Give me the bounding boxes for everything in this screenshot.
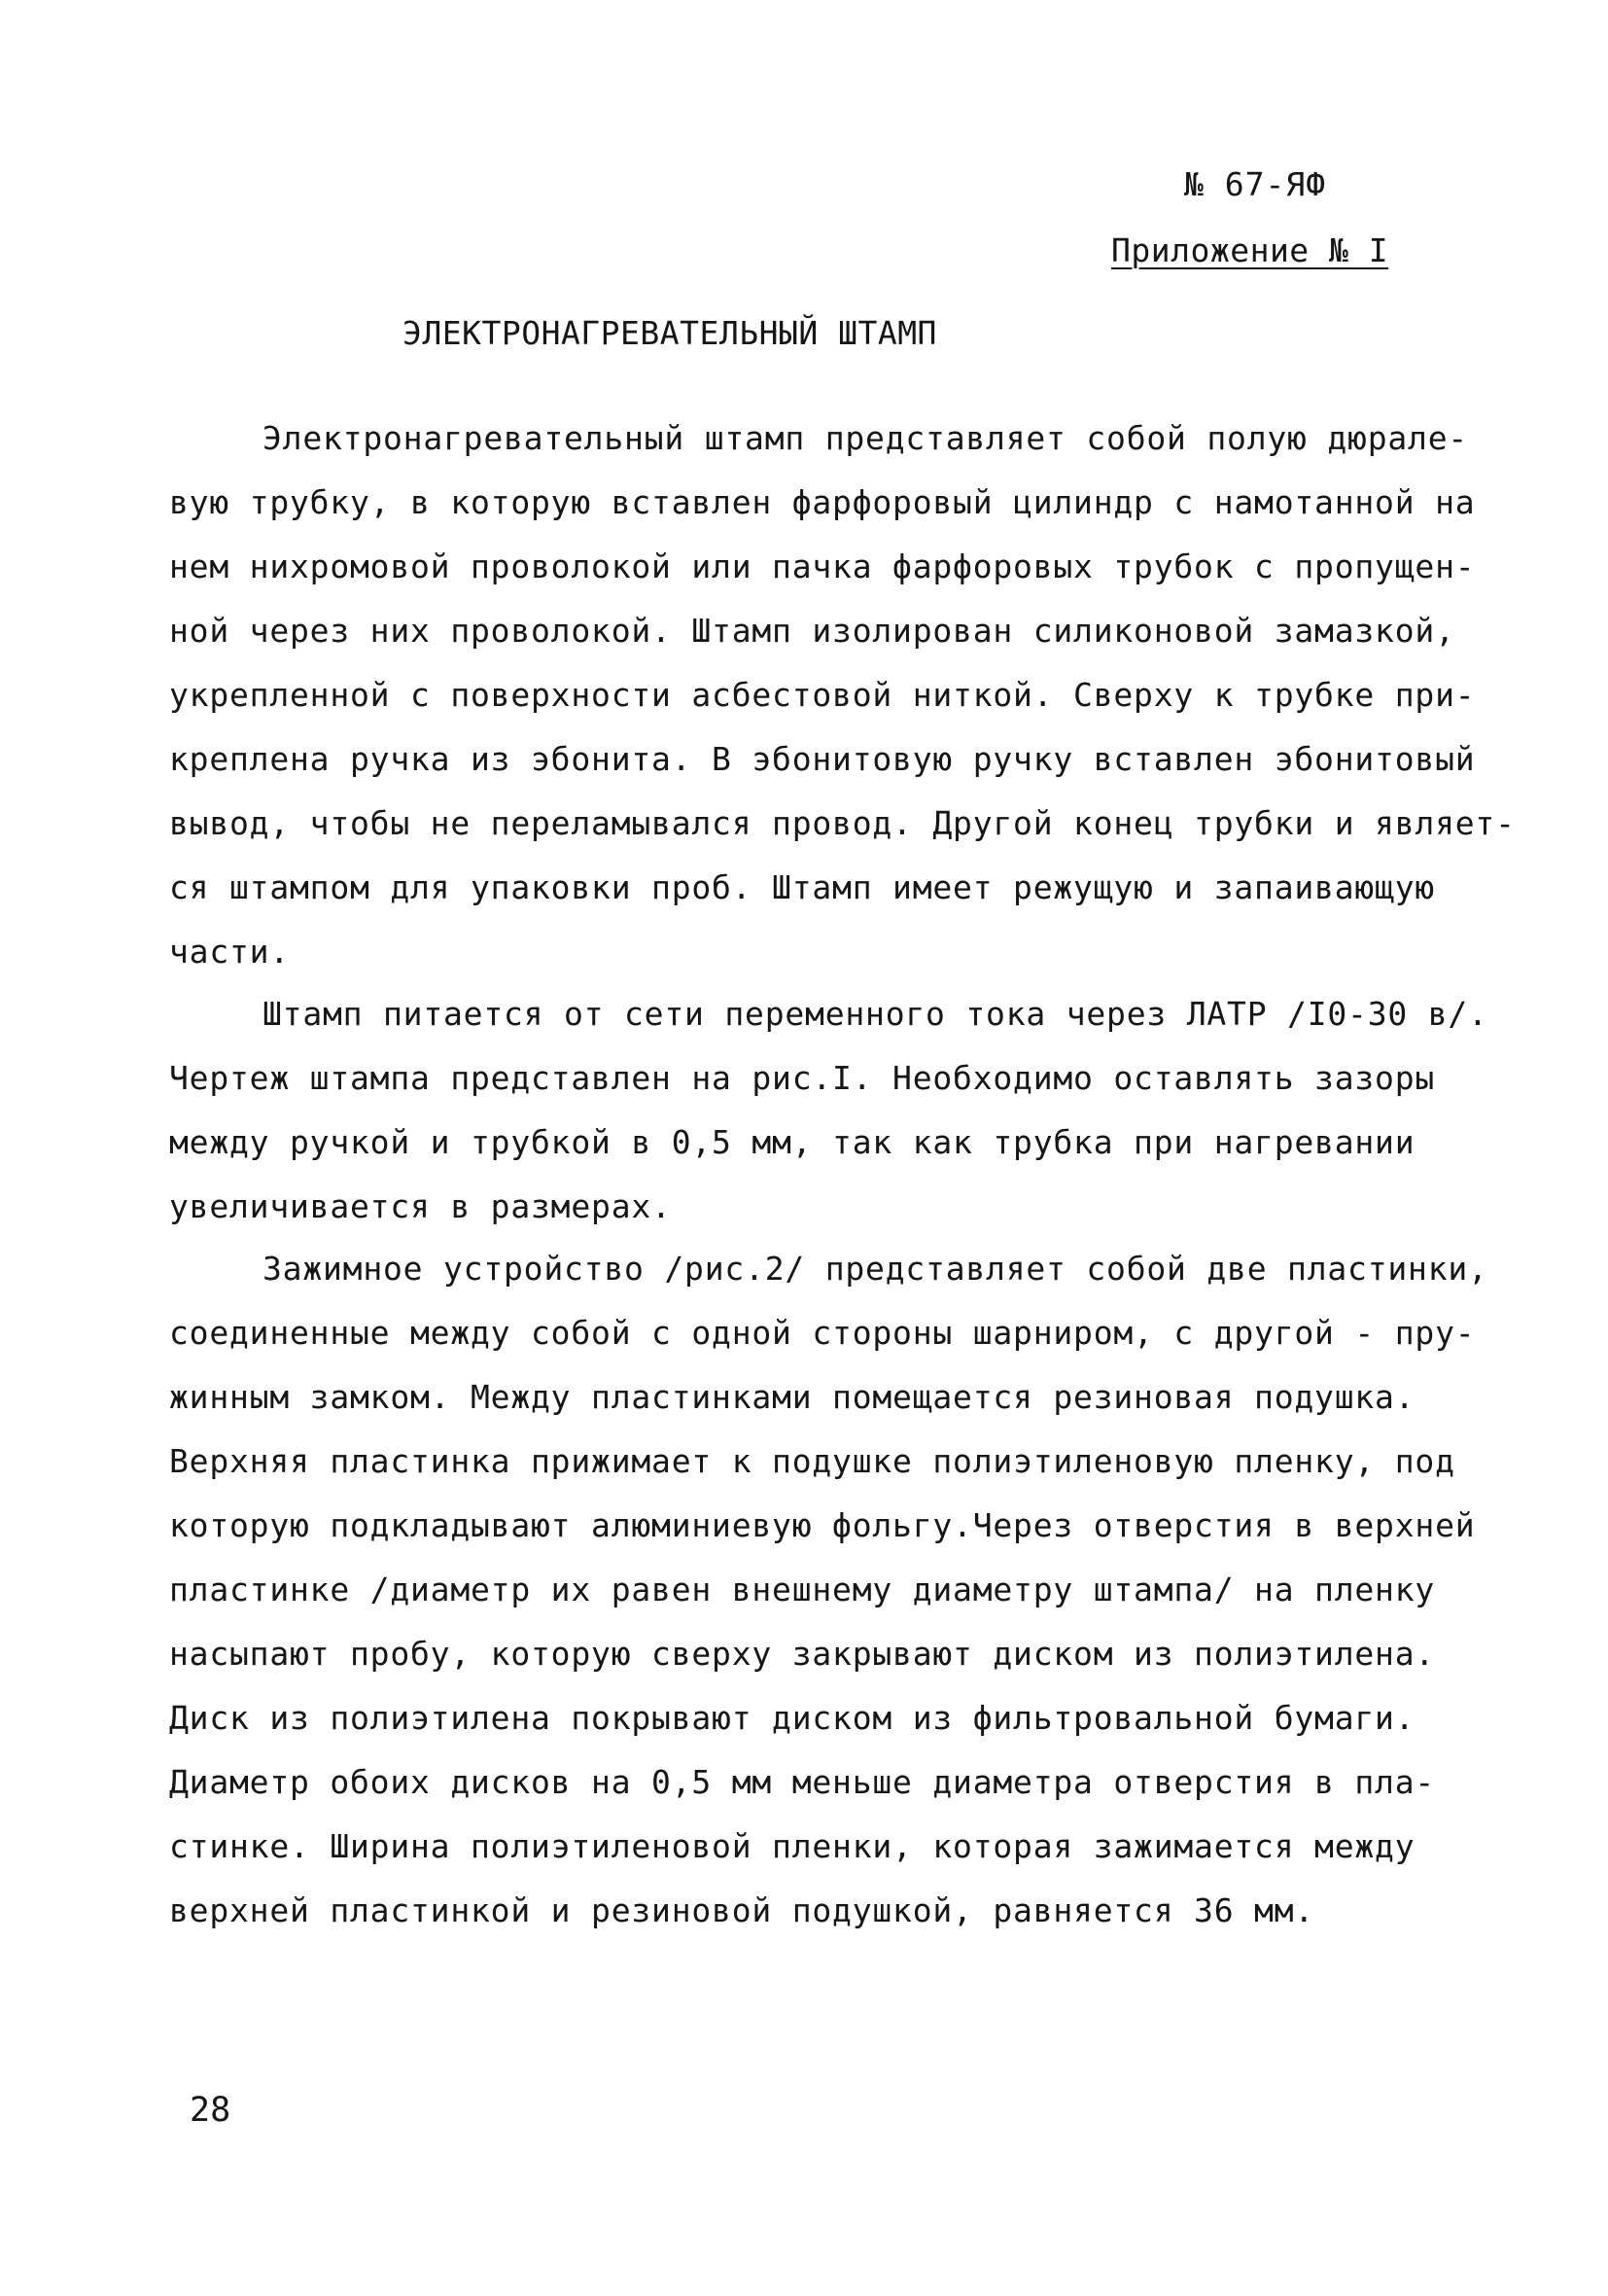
text-line: увеличивается в размерах. <box>169 1187 672 1225</box>
text-line: которую подкладывают алюминиевую фольгу.Через отверстия в верхней <box>169 1506 1476 1544</box>
text-line: Штамп питается от сети переменного тока через ЛАТР /I0-30 в/. <box>262 995 1488 1033</box>
text-line: части. <box>169 933 291 971</box>
text-line: верхней пластинкой и резиновой подушкой, равняется 36 мм. <box>169 1891 1315 1929</box>
text-line: между ручкой и трубкой в 0,5 мм, так как трубка при нагревании <box>169 1123 1416 1161</box>
text-line: соединенные между собой с одной стороны шарниром, с другой - пру- <box>169 1314 1476 1352</box>
document-number: № 67-ЯФ <box>1184 165 1327 203</box>
paragraph-1 <box>169 406 1516 984</box>
text-line: жинным замком. Между пластинками помещается резиновая подушка. <box>169 1378 1416 1416</box>
paragraph-2 <box>169 982 1488 1239</box>
text-line: укрепленной с поверхности асбестовой ниткой. Сверху к трубке при- <box>169 676 1476 714</box>
text-line: Верхняя пластинка прижимает к подушке полиэтиленовую пленку, под <box>169 1442 1455 1480</box>
text-line: насыпают пробу, которую сверху закрывают диском из полиэтилена. <box>169 1635 1436 1673</box>
text-line: Диаметр обоих дисков на 0,5 мм меньше диаметра отверстия в пла- <box>169 1763 1436 1801</box>
text-line: ся штампом для упаковки проб. Штамп имеет режущую и запаивающую <box>169 868 1436 906</box>
text-line: креплена ручка из эбонита. В эбонитовую ручку вставлен эбонитовый <box>169 740 1476 778</box>
text-line: Чертеж штампа представлен на рис.I. Необходимо оставлять зазоры <box>169 1059 1436 1097</box>
text-line: Электронагревательный штамп представляет собой полую дюрале- <box>262 419 1469 457</box>
text-line: Диск из полиэтилена покрывают диском из фильтровальной бумаги. <box>169 1699 1416 1737</box>
text-line: Зажимное устройство /рис.2/ представляет собой две пластинки, <box>262 1250 1488 1288</box>
text-line: вую трубку, в которую вставлен фарфоровый цилиндр с намотанной на <box>169 483 1476 521</box>
paragraph-3 <box>169 1237 1488 1943</box>
section-title: ЭЛЕКТРОНАГРЕВАТЕЛЬНЫЙ ШТАМП <box>402 314 937 352</box>
text-line: пластинке /диаметр их равен внешнему диаметру штампа/ на пленку <box>169 1571 1436 1608</box>
appendix-label: Приложение № I <box>1111 231 1389 269</box>
page-number: 28 <box>190 2091 231 2130</box>
text-line: нем нихромовой проволокой или пачка фарфоровых трубок с пропущен- <box>169 548 1476 585</box>
text-line: вывод, чтобы не переламывался провод. Другой конец трубки и являет- <box>169 804 1516 842</box>
text-line: стинке. Ширина полиэтиленовой пленки, которая зажимается между <box>169 1827 1416 1865</box>
text-line: ной через них проволокой. Штамп изолирован силиконовой замазкой, <box>169 612 1455 650</box>
